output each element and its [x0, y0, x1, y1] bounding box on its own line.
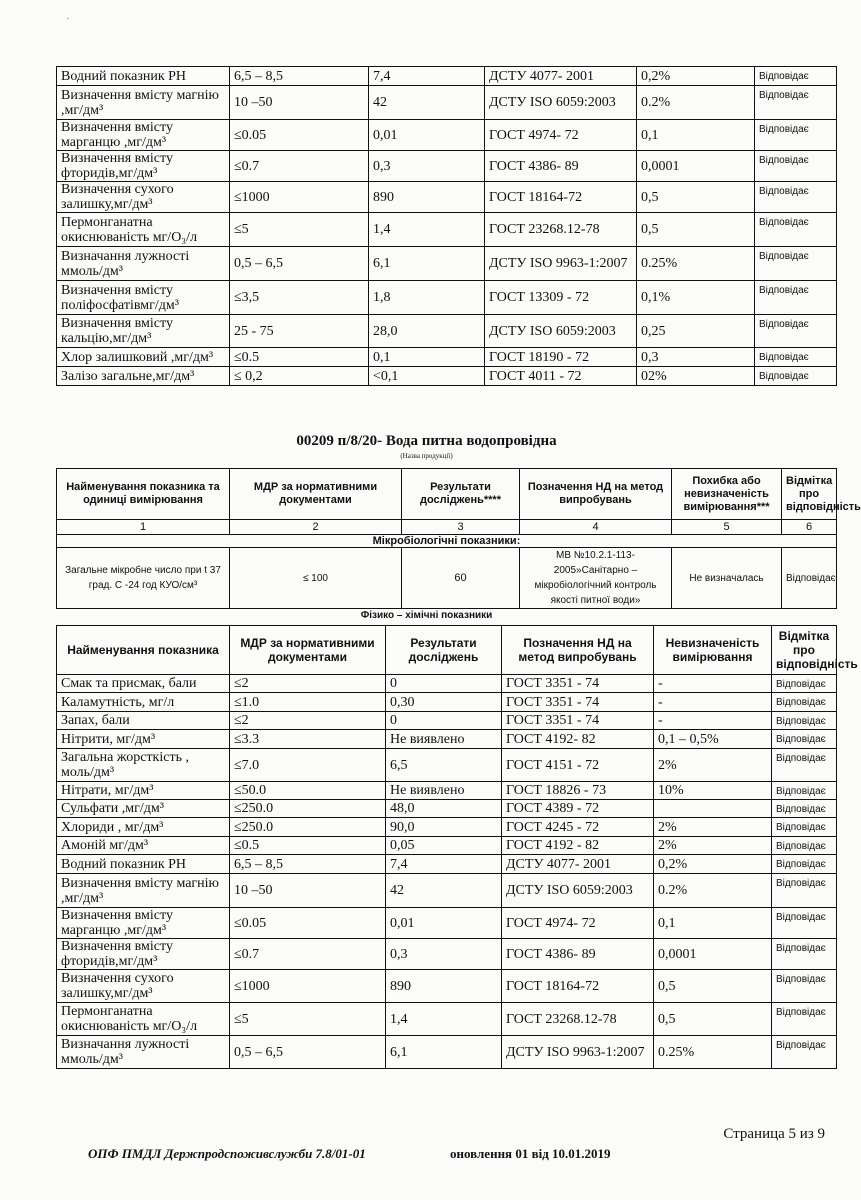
cell-name: Нітрати, мг/дм³	[57, 782, 230, 800]
cell-norm: ≤0.05	[230, 908, 386, 939]
product-title: 00209 п/8/20- Вода питна водопровідна	[296, 433, 557, 449]
table-row	[57, 837, 837, 855]
cell-result: 0,30	[386, 693, 502, 712]
cell-method: ДСТУ ISO 6059:2003	[485, 315, 637, 348]
table-row	[57, 548, 837, 609]
cell-method: ГОСТ 4245 - 72	[502, 818, 654, 837]
table-row	[57, 213, 837, 247]
cell-result: 60	[402, 548, 520, 609]
cell-mark: Відповідає	[772, 730, 837, 749]
cell-result: 6,1	[386, 1036, 502, 1069]
cell-result: 1,4	[369, 213, 485, 247]
cell-mark: Відповідає	[755, 151, 837, 182]
table-row	[57, 315, 837, 348]
cell-result: 0	[386, 712, 502, 730]
cell-name: Визначення вмісту магнію ,мг/дм³	[57, 86, 230, 120]
cell-name: Визначення вмісту поліфосфатівмг/дм³	[57, 281, 230, 315]
table-row	[57, 86, 837, 120]
header-name: Найменування показника	[57, 626, 230, 675]
phys-header-row	[57, 626, 837, 675]
cell-mark: Відповідає	[755, 315, 837, 348]
cell-norm: ≤0.5	[230, 837, 386, 855]
cell-name: Каламутність, мг/л	[57, 693, 230, 712]
cell-error: 0.25%	[637, 247, 755, 281]
cell-error: -	[654, 675, 772, 693]
cell-result: 0,3	[369, 151, 485, 182]
cell-mark: Відповідає	[755, 120, 837, 151]
cell-error: 02%	[637, 367, 755, 386]
cell-error: 0.2%	[654, 874, 772, 908]
cell-error: 0,25	[637, 315, 755, 348]
micro-header-row	[57, 469, 837, 520]
cell-norm: 10 –50	[230, 86, 369, 120]
cell-norm: ≤ 0,2	[230, 367, 369, 386]
cell-result: 90,0	[386, 818, 502, 837]
table-row	[57, 908, 837, 939]
cell-norm: ≤ 100	[230, 548, 402, 609]
table-row	[57, 712, 837, 730]
cell-method: ГОСТ 4151 - 72	[502, 749, 654, 782]
cell-method: ГОСТ 18826 - 73	[502, 782, 654, 800]
header-name: Найменування показника та одиниці вимірювання	[57, 469, 230, 520]
cell-method: ГОСТ 18164-72	[485, 182, 637, 213]
cell-result: 6,5	[386, 749, 502, 782]
cell-norm: ≤2	[230, 675, 386, 693]
cell-norm: 6,5 – 8,5	[230, 67, 369, 86]
cell-mark: Відповідає	[772, 749, 837, 782]
header-norm: МДР за нормативними документами	[230, 626, 386, 675]
cell-mark: Відповідає	[772, 908, 837, 939]
cell-norm: ≤7.0	[230, 749, 386, 782]
cell-norm: ≤1000	[230, 182, 369, 213]
micro-table	[56, 468, 861, 609]
cell-result: 890	[369, 182, 485, 213]
cell-mark: Відповідає	[755, 67, 837, 86]
cell-error: 0,5	[637, 213, 755, 247]
cell-mark: Відповідає	[772, 855, 837, 874]
header-result: Результати досліджень****	[402, 469, 520, 520]
cell-norm: ≤250.0	[230, 818, 386, 837]
col-number: 5	[672, 520, 782, 535]
cell-method: ГОСТ 4011 - 72	[485, 367, 637, 386]
table-row	[57, 367, 837, 386]
table-row	[57, 800, 837, 818]
cell-result: 28,0	[369, 315, 485, 348]
table-row	[57, 970, 837, 1003]
cell-error: 2%	[654, 837, 772, 855]
cell-name: Загальне мікробне число при t 37 град. С -24 год КУО/см³	[57, 548, 230, 609]
cell-mark: Відповідає	[772, 837, 837, 855]
product-subtitle: (Назва продукції)	[400, 452, 453, 460]
table-row	[57, 818, 837, 837]
cell-error: 0,2%	[654, 855, 772, 874]
cell-result: <0,1	[369, 367, 485, 386]
cell-name: Хлориди , мг/дм³	[57, 818, 230, 837]
table-row	[57, 182, 837, 213]
cell-method: ГОСТ 13309 - 72	[485, 281, 637, 315]
cell-name: Водний показник РН	[57, 855, 230, 874]
corner-mark: ·	[66, 14, 70, 25]
cell-name: Визначення вмісту фторидів,мг/дм³	[57, 151, 230, 182]
cell-mark: Відповідає	[772, 1036, 837, 1069]
table-row	[57, 730, 837, 749]
footer-doc-code: ОПФ ПМДЛ Держпродспоживслужби 7.8/01-01	[88, 1146, 366, 1161]
cell-method: ГОСТ 4974- 72	[485, 120, 637, 151]
col-number: 2	[230, 520, 402, 535]
cell-error: 0,3	[637, 348, 755, 367]
cell-norm: ≤3,5	[230, 281, 369, 315]
cell-error: 0,1	[654, 908, 772, 939]
cell-error: 0,1	[637, 120, 755, 151]
cell-result: 890	[386, 970, 502, 1003]
cell-error: 0,0001	[654, 939, 772, 970]
cell-method: ГОСТ 4192 - 82	[502, 837, 654, 855]
cell-result: Не виявлено	[386, 730, 502, 749]
cell-mark: Відповідає	[755, 367, 837, 386]
table-row	[57, 693, 837, 712]
cell-error: 0.25%	[654, 1036, 772, 1069]
cell-error: 0,1 – 0,5%	[654, 730, 772, 749]
cell-name: Хлор залишковий ,мг/дм³	[57, 348, 230, 367]
cell-method: ГОСТ 18190 - 72	[485, 348, 637, 367]
cell-norm: ≤250.0	[230, 800, 386, 818]
cell-norm: 0,5 – 6,5	[230, 247, 369, 281]
table-row	[57, 120, 837, 151]
cell-error: 0,0001	[637, 151, 755, 182]
cell-name: Загальна жорсткість , моль/дм³	[57, 749, 230, 782]
cell-norm: ≤3.3	[230, 730, 386, 749]
header-norm: МДР за нормативними документами	[230, 469, 402, 520]
cell-error: 10%	[654, 782, 772, 800]
cell-norm: ≤0.05	[230, 120, 369, 151]
cell-name: Визначення сухого залишку,мг/дм³	[57, 182, 230, 213]
cell-result: 48,0	[386, 800, 502, 818]
table-row	[57, 939, 837, 970]
col-number: 1	[57, 520, 230, 535]
cell-result: Не виявлено	[386, 782, 502, 800]
cell-method: ГОСТ 23268.12-78	[485, 213, 637, 247]
top-results-table	[56, 66, 837, 386]
cell-mark: Відповідає	[755, 348, 837, 367]
cell-error: -	[654, 712, 772, 730]
cell-name: Запах, бали	[57, 712, 230, 730]
cell-norm: ≤50.0	[230, 782, 386, 800]
cell-method: ДСТУ ISO 6059:2003	[502, 874, 654, 908]
table-row	[57, 247, 837, 281]
cell-name: Амоній мг/дм³	[57, 837, 230, 855]
header-error: Невизначеність вимірювання	[654, 626, 772, 675]
cell-method: ДСТУ 4077- 2001	[502, 855, 654, 874]
cell-mark: Відповідає	[755, 281, 837, 315]
cell-name: Визначення вмісту марганцю ,мг/дм³	[57, 908, 230, 939]
cell-mark: Відповідає	[772, 712, 837, 730]
cell-name: Визначення вмісту кальцію,мг/дм³	[57, 315, 230, 348]
cell-norm: 6,5 – 8,5	[230, 855, 386, 874]
cell-norm: ≤0.5	[230, 348, 369, 367]
table-row	[57, 782, 837, 800]
cell-mark: Відповідає	[755, 247, 837, 281]
table-row	[57, 1036, 837, 1069]
cell-norm: ≤0.7	[230, 939, 386, 970]
col-number: 4	[520, 520, 672, 535]
table-row	[57, 67, 837, 86]
cell-error: 2%	[654, 818, 772, 837]
cell-norm: 0,5 – 6,5	[230, 1036, 386, 1069]
cell-error: 0,1%	[637, 281, 755, 315]
cell-result: 1,8	[369, 281, 485, 315]
col-number: 3	[402, 520, 520, 535]
cell-result: 0,1	[369, 348, 485, 367]
cell-name: Визначення вмісту фторидів,мг/дм³	[57, 939, 230, 970]
cell-mark: Відповідає	[772, 782, 837, 800]
cell-name: Визначення вмісту магнію ,мг/дм³	[57, 874, 230, 908]
cell-error: Не визначалась	[672, 548, 782, 609]
cell-error: 0.2%	[637, 86, 755, 120]
cell-error: 0,5	[654, 1003, 772, 1036]
cell-result: 0,01	[369, 120, 485, 151]
cell-name: Нітрити, мг/дм³	[57, 730, 230, 749]
cell-error: 0,5	[637, 182, 755, 213]
cell-result: 42	[386, 874, 502, 908]
cell-mark: Відповідає	[772, 1003, 837, 1036]
col-number: 6	[782, 520, 837, 535]
cell-method: ГОСТ 4974- 72	[502, 908, 654, 939]
table-row	[57, 151, 837, 182]
cell-norm: ≤0.7	[230, 151, 369, 182]
cell-method: ГОСТ 4192- 82	[502, 730, 654, 749]
cell-norm: ≤1000	[230, 970, 386, 1003]
footer-revision: оновлення 01 від 10.01.2019	[450, 1146, 611, 1161]
cell-result: 0,01	[386, 908, 502, 939]
cell-name: Визначання лужності ммоль/дм³	[57, 247, 230, 281]
cell-result: 0,3	[386, 939, 502, 970]
cell-method: МВ №10.2.1-113-2005»Санітарно – мікробіологічний контроль якості питної води»	[520, 548, 672, 609]
cell-name: Пермонганатна окиснюваність мг/О₃/л	[57, 213, 230, 247]
cell-norm: ≤1.0	[230, 693, 386, 712]
cell-result: 1,4	[386, 1003, 502, 1036]
cell-method: ДСТУ 4077- 2001	[485, 67, 637, 86]
table-row	[57, 1003, 837, 1036]
cell-mark: Відповідає	[755, 213, 837, 247]
cell-mark: Відповідає	[755, 86, 837, 120]
header-mark: Відмітка про відповідність	[772, 626, 837, 675]
micro-section-title: Мікробіологічні показники:	[57, 535, 837, 548]
header-method: Позначення НД на метод випробувань	[520, 469, 672, 520]
phys-table	[56, 625, 858, 1069]
cell-norm: ≤5	[230, 1003, 386, 1036]
cell-method: ДСТУ ISO 9963-1:2007	[502, 1036, 654, 1069]
cell-result: 7,4	[369, 67, 485, 86]
table-row	[57, 855, 837, 874]
cell-method: ГОСТ 4386- 89	[502, 939, 654, 970]
cell-mark: Відповідає	[772, 874, 837, 908]
cell-norm: ≤5	[230, 213, 369, 247]
cell-norm: 10 –50	[230, 874, 386, 908]
header-mark: Відмітка про відповідність	[782, 469, 837, 520]
cell-method: ГОСТ 4386- 89	[485, 151, 637, 182]
header-method: Позначення НД на метод випробувань	[502, 626, 654, 675]
cell-name: Визначення сухого залишку,мг/дм³	[57, 970, 230, 1003]
cell-method: ГОСТ 3351 - 74	[502, 693, 654, 712]
cell-name: Визначення вмісту марганцю ,мг/дм³	[57, 120, 230, 151]
cell-mark: Відповідає	[782, 548, 837, 609]
cell-result: 6,1	[369, 247, 485, 281]
cell-mark: Відповідає	[772, 800, 837, 818]
cell-error: 0,2%	[637, 67, 755, 86]
table-row	[57, 348, 837, 367]
cell-method: ГОСТ 3351 - 74	[502, 712, 654, 730]
phys-section-title: Фізико – хімічні показники	[360, 610, 493, 621]
cell-mark: Відповідає	[772, 939, 837, 970]
cell-result: 0,05	[386, 837, 502, 855]
cell-mark: Відповідає	[772, 675, 837, 693]
table-row	[57, 749, 837, 782]
header-error: Похибка або невизначеність вимірювання***	[672, 469, 782, 520]
cell-method: ГОСТ 23268.12-78	[502, 1003, 654, 1036]
cell-name: Водний показник РН	[57, 67, 230, 86]
header-result: Результати досліджень	[386, 626, 502, 675]
cell-method: ГОСТ 3351 - 74	[502, 675, 654, 693]
cell-mark: Відповідає	[755, 182, 837, 213]
cell-error: 2%	[654, 749, 772, 782]
cell-error: 0,5	[654, 970, 772, 1003]
cell-method: ГОСТ 18164-72	[502, 970, 654, 1003]
cell-error: -	[654, 693, 772, 712]
cell-result: 0	[386, 675, 502, 693]
cell-result: 42	[369, 86, 485, 120]
cell-method: ДСТУ ISO 9963-1:2007	[485, 247, 637, 281]
column-number-row	[57, 520, 837, 535]
cell-result: 7,4	[386, 855, 502, 874]
cell-mark: Відповідає	[772, 693, 837, 712]
cell-method: ГОСТ 4389 - 72	[502, 800, 654, 818]
cell-name: Сульфати ,мг/дм³	[57, 800, 230, 818]
cell-name: Смак та присмак, бали	[57, 675, 230, 693]
cell-error	[654, 800, 772, 818]
cell-method: ДСТУ ISO 6059:2003	[485, 86, 637, 120]
cell-mark: Відповідає	[772, 970, 837, 1003]
cell-norm: 25 - 75	[230, 315, 369, 348]
table-row	[57, 874, 837, 908]
table-row	[57, 675, 837, 693]
cell-name: Залізо загальне,мг/дм³	[57, 367, 230, 386]
cell-name: Визначання лужності ммоль/дм³	[57, 1036, 230, 1069]
cell-mark: Відповідає	[772, 818, 837, 837]
cell-name: Пермонганатна окиснюваність мг/О₃/л	[57, 1003, 230, 1036]
table-row	[57, 281, 837, 315]
page-number: Страница 5 из 9	[723, 1126, 825, 1142]
cell-norm: ≤2	[230, 712, 386, 730]
